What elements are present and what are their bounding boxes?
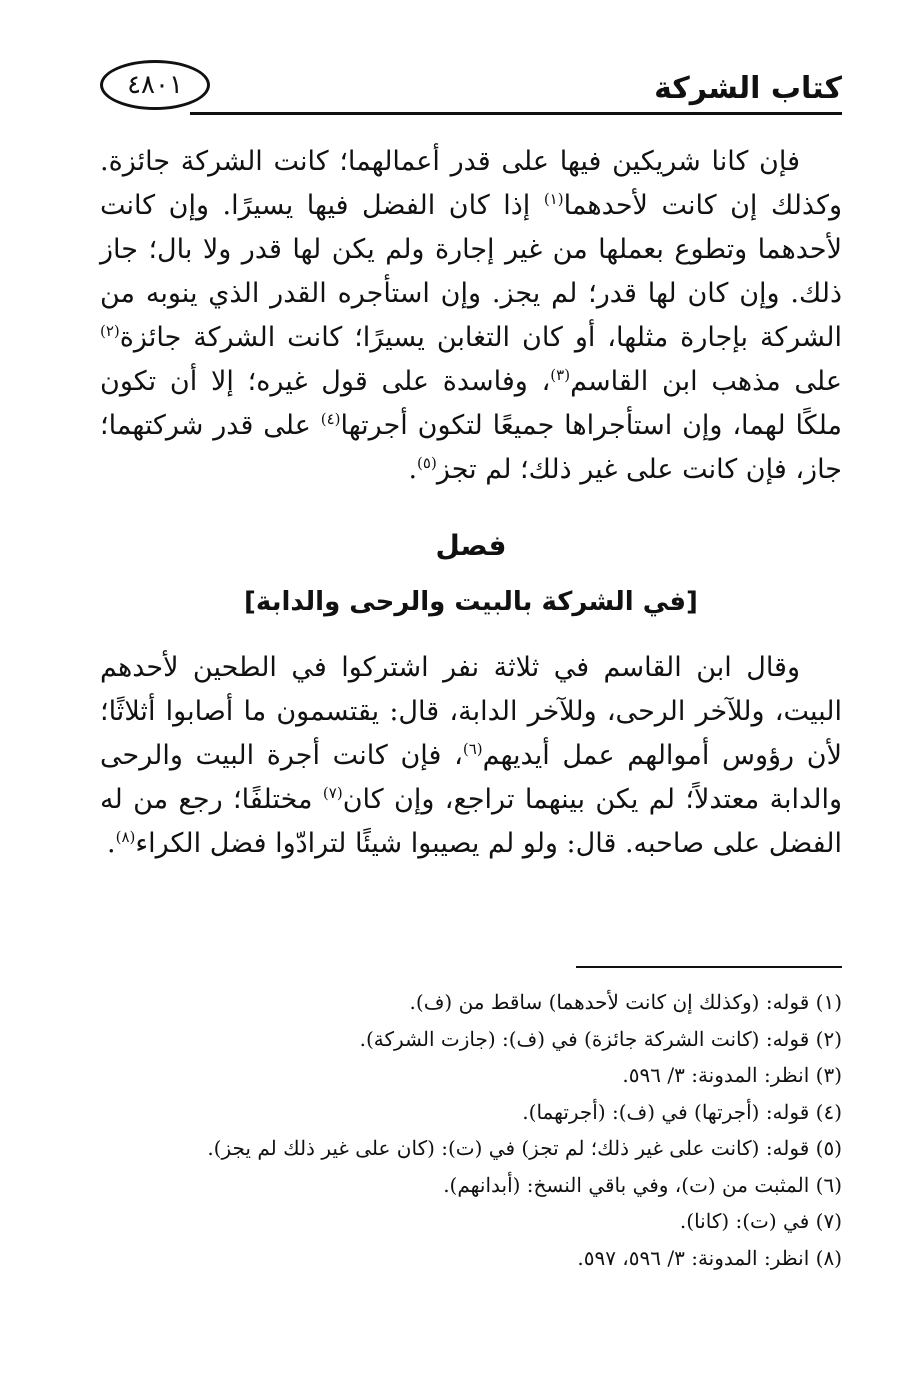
- footnote-3: (٣) انظر: المدونة: ٣/ ٥٩٦.: [622, 1063, 842, 1087]
- paragraph-1-text: على مذهب ابن القاسم: [570, 366, 842, 397]
- footnote-ref-4: (٤): [320, 410, 341, 428]
- footnote-7: (٧) في (ت): (كانا).: [679, 1209, 842, 1233]
- footnote-2: (٢) قوله: (كانت الشركة جائزة) في (ف): (جازت الشركة).: [359, 1026, 842, 1051]
- footnote-1: (١) قوله: (وكذلك إن كانت لأحدهما) ساقط من (ف).: [409, 990, 842, 1014]
- paragraph-2-text: .: [107, 828, 116, 859]
- header-rule: [190, 112, 842, 115]
- paragraph-1-text: ، وفاسدة على قول غيره؛ إلا أن تكون ملكًا لهما، وإن استأجراها جميعًا لتكون أجرتها: [100, 366, 842, 441]
- footnote-5: (٥) قوله: (كانت على غير ذلك؛ لم تجز) في (ت): (كان على غير ذلك لم يجز).: [207, 1136, 842, 1160]
- footnote-ref-6: (٦): [462, 740, 483, 758]
- paragraph-1-text: على قدر شركتهما؛ جاز، فإن كانت على غير ذلك؛ لم تجز: [100, 410, 842, 485]
- footnote-ref-8: (٨): [115, 828, 136, 846]
- paragraph-2-text: وقال ابن القاسم في ثلاثة نفر اشتركوا في الطحين لأحدهم البيت، وللآخر الرحى، وللآخر الدابة، قال: يقتسمون ما أصابوا أثلاثًا؛ لأن رؤوس أموالهم عمل أيديهم: [100, 652, 842, 771]
- section-title: فصل: [435, 529, 507, 562]
- section-subtitle: [في الشركة بالبيت والرحى والدابة]: [244, 587, 698, 617]
- book-title: كتاب الشركة: [654, 71, 842, 106]
- paragraph-2-text: ، فإن كانت أجرة البيت والرحى والدابة معتدلاً؛ لم يكن بينهما تراجع، وإن كان: [100, 740, 843, 815]
- paragraph-1-text: إذا كان الفضل فيها يسيرًا. وإن كانت لأحدهما وتطوع بعملها من غير إجارة ولم يكن لها قدر ولا بال؛ جاز ذلك. وإن كان لها قدر؛ لم يجز. وإن استأجره القدر الذي ينوبه من الشركة بإجارة مثلها، أو كان التغابن يسيرًا؛ كانت الشركة جائزة: [100, 190, 842, 353]
- footnote-4: (٤) قوله: (أجرتها) في (ف): (أجرتهما).: [522, 1099, 842, 1124]
- footnote-ref-1: (١): [543, 190, 564, 208]
- page-number: ٤٨٠١: [100, 60, 210, 110]
- paragraph-1-text: .: [408, 454, 418, 485]
- footnote-8: (٨) انظر: المدونة: ٣/ ٥٩٦، ٥٩٧.: [577, 1245, 842, 1270]
- footnote-ref-2: (٢): [100, 322, 120, 340]
- footnote-ref-3: (٣): [550, 366, 571, 384]
- paragraph-1-text: فإن كانا شريكين فيها على قدر أعمالهما؛ كانت الشركة جائزة. وكذلك إن كانت لأحدهما: [100, 146, 842, 221]
- footnote-ref-5: (٥): [417, 454, 437, 472]
- paragraph-1: [100, 140, 842, 492]
- paragraph-2: [100, 646, 842, 866]
- paragraph-2-text: مختلفًا؛ رجع من له الفضل على صاحبه. قال: ولو لم يصيبوا شيئًا لترادّوا فضل الكراء: [100, 784, 842, 859]
- footnote-separator: [576, 966, 842, 968]
- footnote-6: (٦) المثبت من (ت)، وفي باقي النسخ: (أبدانهم).: [443, 1172, 842, 1197]
- footnote-list: [100, 984, 842, 1276]
- footnote-ref-7: (٧): [322, 784, 343, 802]
